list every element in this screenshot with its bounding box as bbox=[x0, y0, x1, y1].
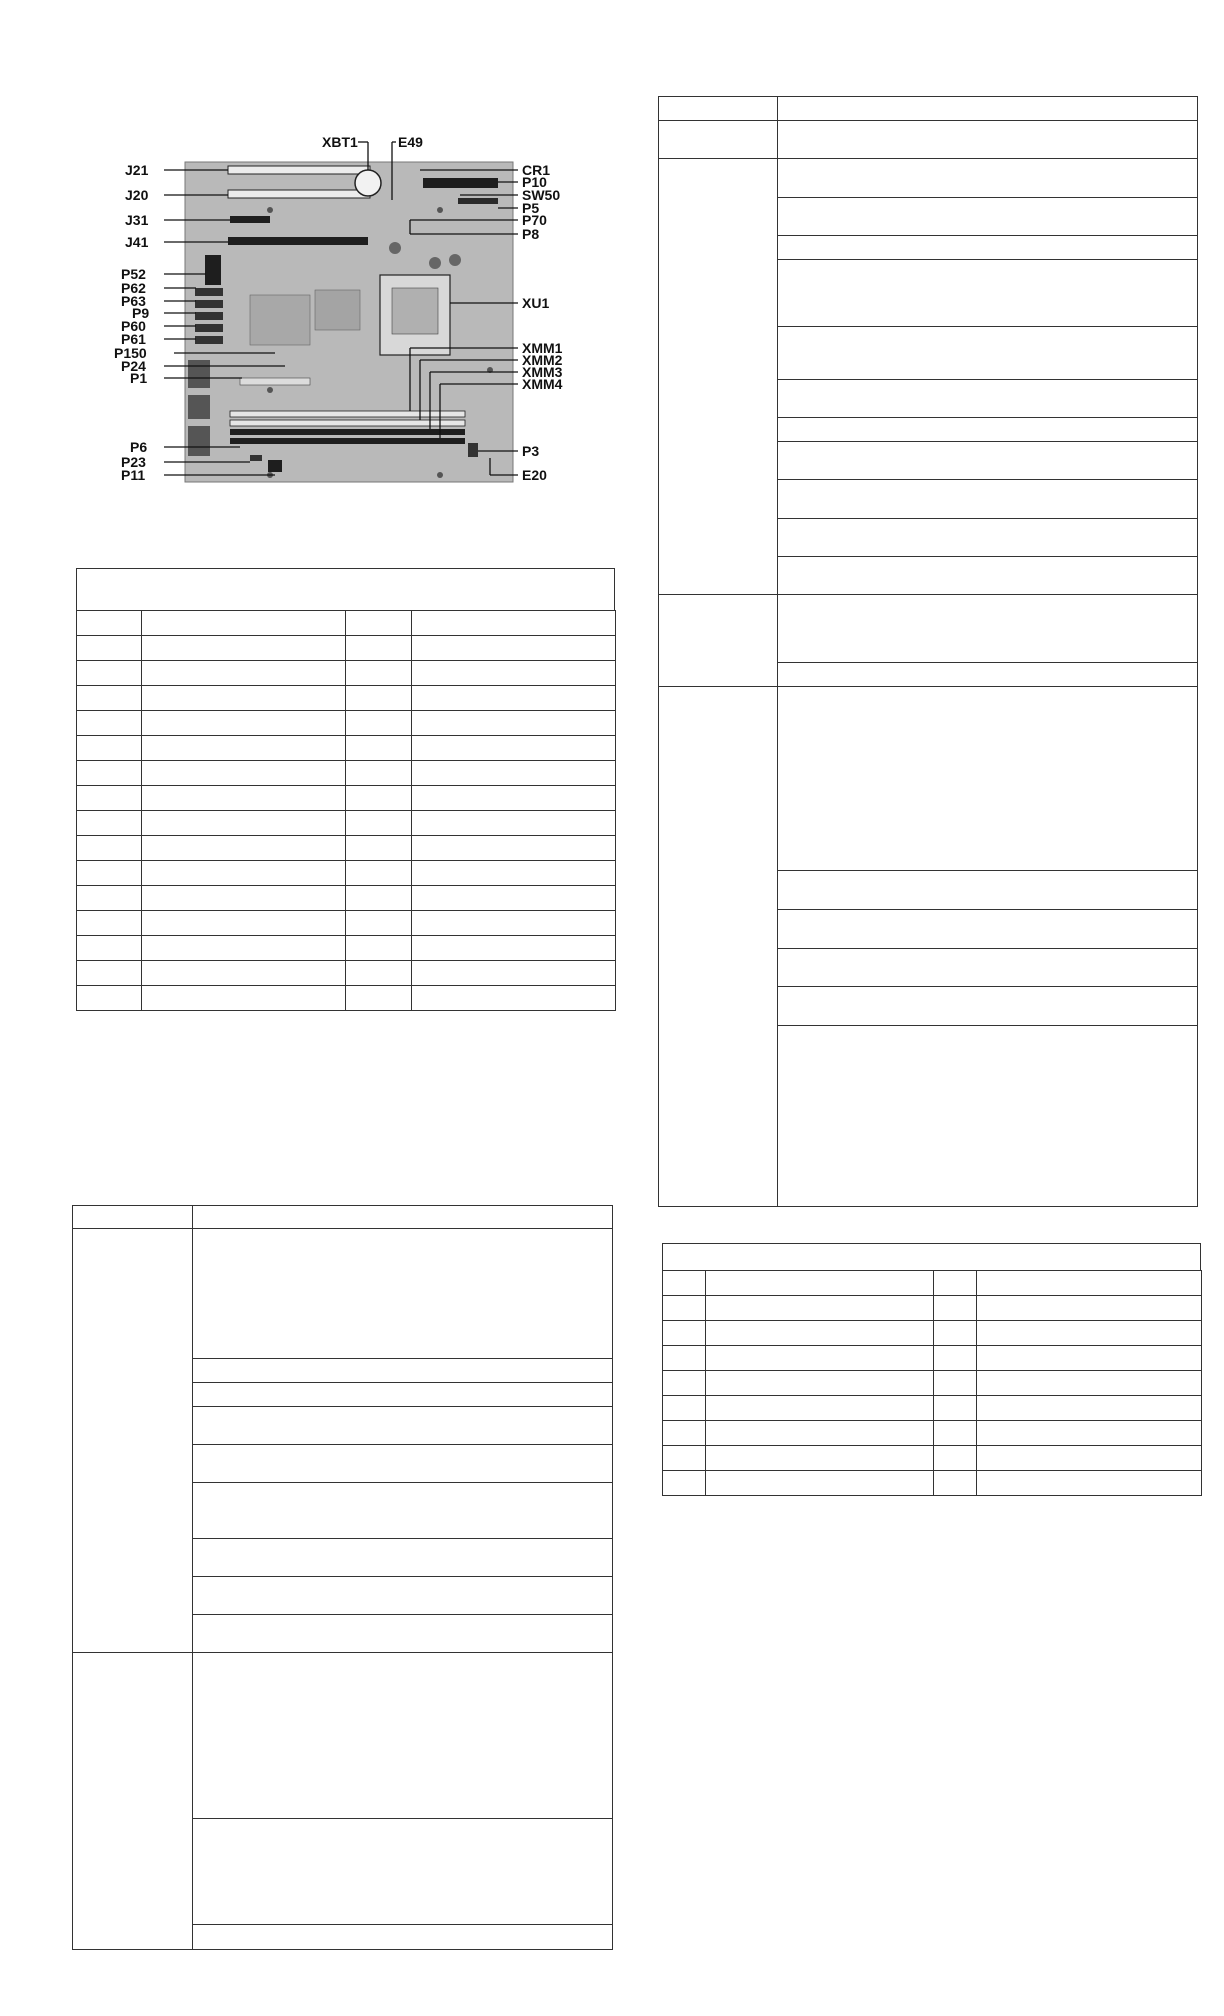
callout-p1: P1 bbox=[130, 370, 148, 386]
dimm-slot-xmm3 bbox=[230, 429, 465, 435]
motherboard-diagram bbox=[110, 120, 580, 520]
callout-p150: P150 bbox=[114, 345, 147, 361]
callout-e49: E49 bbox=[398, 134, 423, 150]
table-row bbox=[77, 761, 616, 786]
callout-p23: P23 bbox=[121, 454, 146, 470]
callout-p6: P6 bbox=[130, 439, 148, 455]
callout-j41: J41 bbox=[125, 234, 149, 250]
callout-e20: E20 bbox=[522, 467, 547, 483]
connector-p52 bbox=[205, 255, 221, 285]
table-row bbox=[663, 1421, 1202, 1446]
table-row bbox=[77, 786, 616, 811]
spec-table-right bbox=[658, 96, 1198, 1207]
spec-table-left-col-divider bbox=[192, 1205, 193, 1950]
rear-panel-3 bbox=[188, 426, 210, 456]
callout-xbt1: XBT1 bbox=[322, 134, 358, 150]
spec-table-left bbox=[72, 1205, 613, 1950]
table-row bbox=[663, 1471, 1202, 1496]
table-row bbox=[663, 1271, 1202, 1296]
table-row bbox=[77, 811, 616, 836]
connector-p11 bbox=[268, 460, 282, 472]
capacitor bbox=[429, 257, 441, 269]
callout-j31: J31 bbox=[125, 212, 149, 228]
callout-p70: P70 bbox=[522, 212, 547, 228]
callout-p9: P9 bbox=[132, 305, 150, 321]
callout-p5: P5 bbox=[522, 200, 540, 216]
table-row bbox=[663, 1446, 1202, 1471]
cpu-socket-inner bbox=[392, 288, 438, 334]
chipset-north bbox=[250, 295, 310, 345]
slot-j31 bbox=[230, 216, 270, 223]
callout-p62: P62 bbox=[121, 280, 146, 296]
table-row bbox=[663, 1321, 1202, 1346]
table-row bbox=[77, 986, 616, 1011]
rear-panel-2 bbox=[188, 395, 210, 419]
callout-p24: P24 bbox=[121, 358, 146, 374]
table-row bbox=[77, 711, 616, 736]
callout-xmm1: XMM1 bbox=[522, 340, 563, 356]
dimm-slot-xmm4 bbox=[230, 438, 465, 444]
callout-p52: P52 bbox=[121, 266, 146, 282]
capacitor bbox=[389, 242, 401, 254]
table-row bbox=[77, 836, 616, 861]
callout-xmm2: XMM2 bbox=[522, 352, 563, 368]
callout-p3: P3 bbox=[522, 443, 540, 459]
rear-panel-1 bbox=[188, 360, 210, 388]
table-row bbox=[77, 861, 616, 886]
table-row bbox=[77, 911, 616, 936]
table-row bbox=[77, 686, 616, 711]
table-row bbox=[77, 611, 616, 636]
capacitor bbox=[449, 254, 461, 266]
callout-xmm4: XMM4 bbox=[522, 376, 563, 392]
header-p10 bbox=[423, 178, 498, 188]
table-row bbox=[77, 636, 616, 661]
agp-slot-j41 bbox=[228, 237, 368, 245]
callout-p8: P8 bbox=[522, 226, 540, 242]
header-p5 bbox=[458, 198, 498, 204]
connector-p60 bbox=[195, 324, 223, 332]
connector-table-right bbox=[662, 1270, 1202, 1496]
connector-p23 bbox=[250, 455, 262, 461]
connector-table-left-header bbox=[76, 568, 615, 611]
table-row bbox=[663, 1346, 1202, 1371]
spec-table-left-header-line bbox=[72, 1228, 613, 1229]
connector-table-right-header bbox=[662, 1243, 1201, 1271]
table-row bbox=[77, 961, 616, 986]
connector-p1 bbox=[240, 378, 310, 385]
chipset-south bbox=[315, 290, 360, 330]
table-row bbox=[77, 661, 616, 686]
callout-xu1: XU1 bbox=[522, 295, 550, 311]
motherboard-figure bbox=[110, 120, 580, 520]
table-row bbox=[663, 1396, 1202, 1421]
connector-table-left bbox=[76, 610, 616, 1011]
table-row bbox=[77, 736, 616, 761]
callout-cr1: CR1 bbox=[522, 162, 551, 178]
callout-j20: J20 bbox=[125, 187, 149, 203]
table-row bbox=[77, 886, 616, 911]
table-row bbox=[77, 936, 616, 961]
callout-p10: P10 bbox=[522, 174, 547, 190]
connector-p61 bbox=[195, 336, 223, 344]
spec-table-right-col-divider bbox=[777, 96, 778, 1207]
callout-xmm3: XMM3 bbox=[522, 364, 563, 380]
battery-xbt1 bbox=[355, 170, 381, 196]
callout-j21: J21 bbox=[125, 162, 149, 178]
connector-p63 bbox=[195, 300, 223, 308]
pci-slot-j21 bbox=[228, 166, 370, 174]
callout-p61: P61 bbox=[121, 331, 146, 347]
connector-p3 bbox=[468, 443, 478, 457]
table-row bbox=[663, 1371, 1202, 1396]
callout-p11: P11 bbox=[121, 467, 146, 483]
connector-p9 bbox=[195, 312, 223, 320]
pci-slot-j20 bbox=[228, 190, 370, 198]
connector-p62 bbox=[195, 288, 223, 296]
callout-p63: P63 bbox=[121, 293, 146, 309]
callout-p60: P60 bbox=[121, 318, 146, 334]
callout-sw50: SW50 bbox=[522, 187, 561, 203]
table-row bbox=[663, 1296, 1202, 1321]
